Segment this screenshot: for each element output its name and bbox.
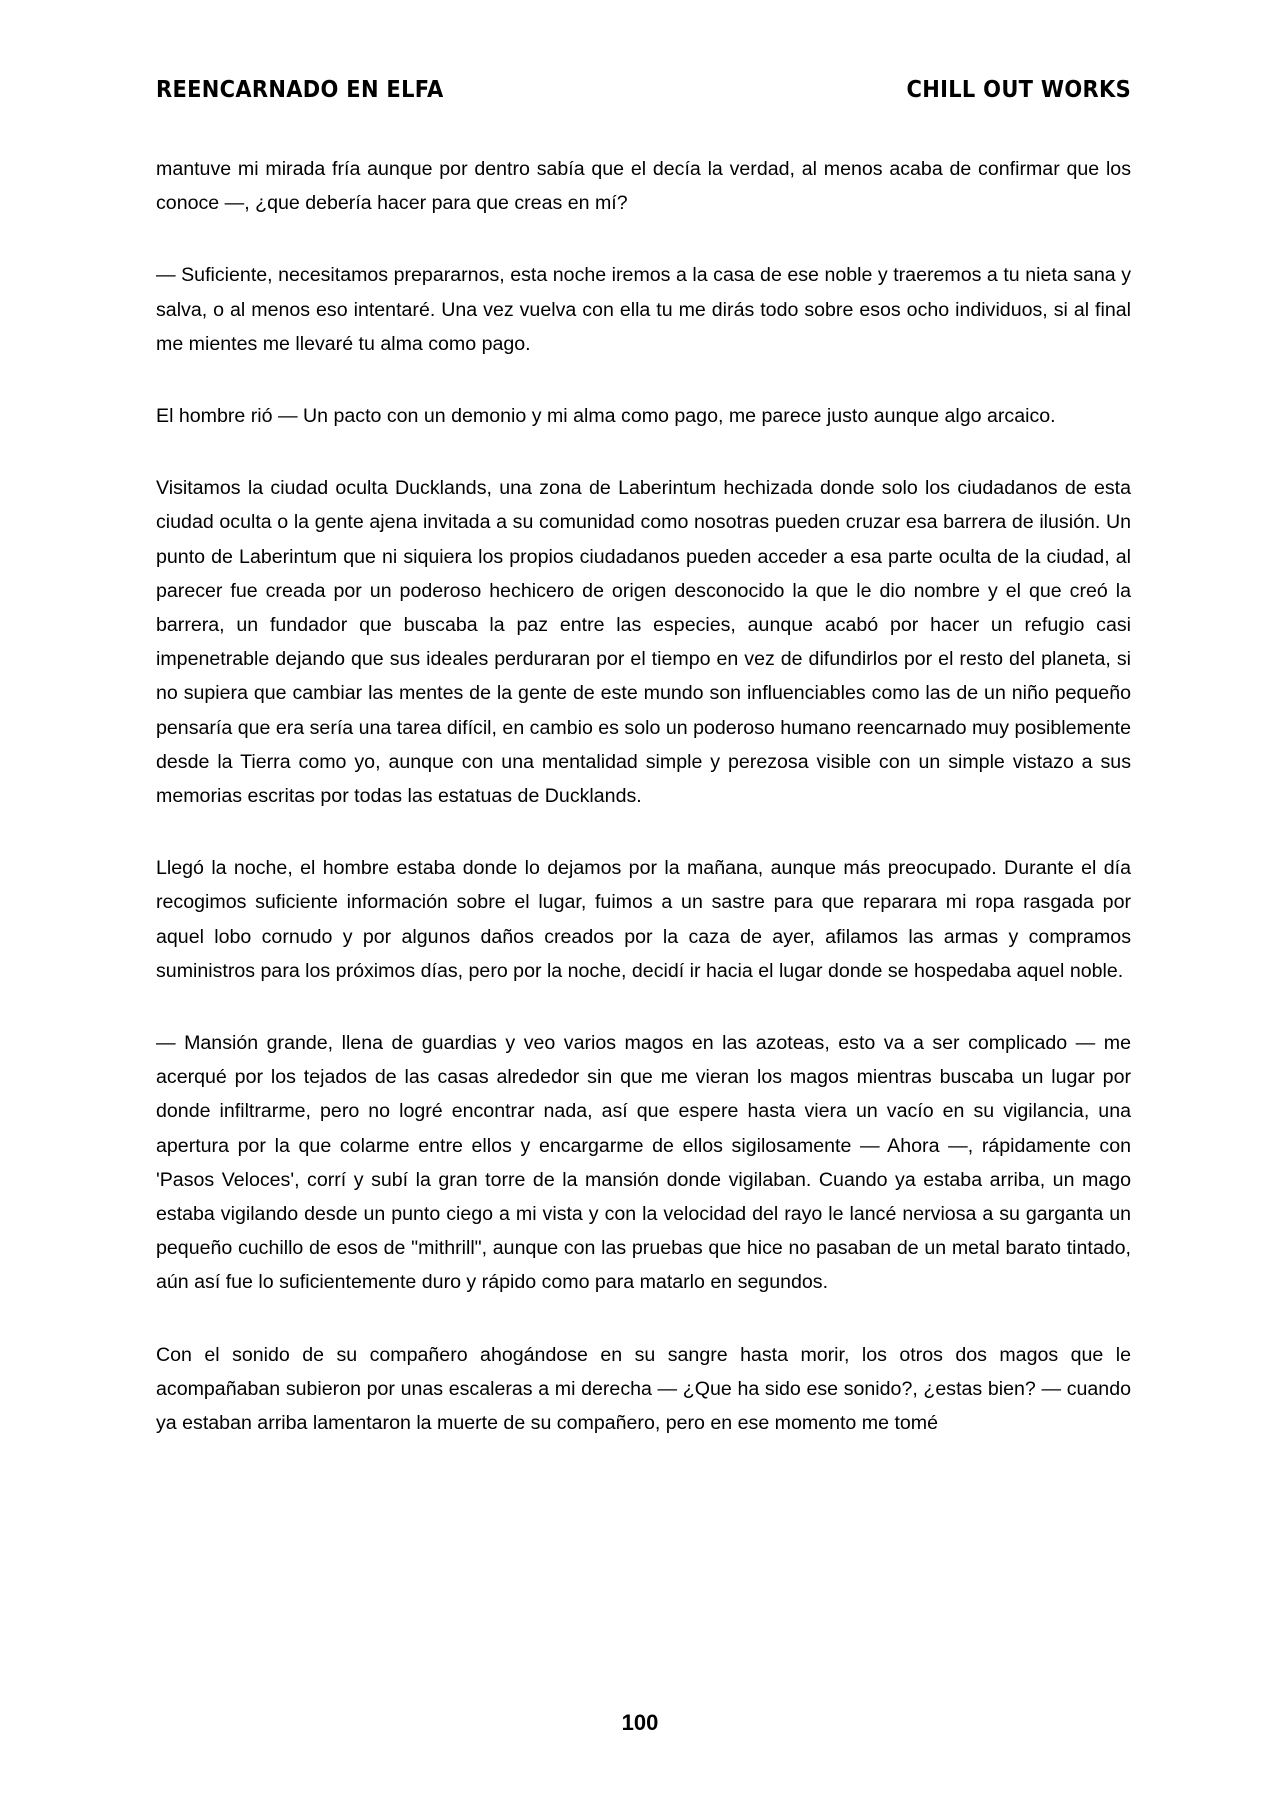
paragraph: Con el sonido de su compañero ahogándose en su sangre hasta morir, los otros dos magos que le acompañaban subieron por unas escaleras a mi derecha — ¿Que ha sido ese sonido?, ¿estas bien? — cuando ya estaban arriba lamentaron la muerte de su compañero, pero en ese momento me tomé: [156, 1343, 1131, 1435]
publisher-name: CHILL OUT WORKS: [906, 76, 1131, 103]
paragraph: El hombre rió — Un pacto con un demonio y mi alma como pago, me parece justo aunque algo arcaico.: [156, 405, 1056, 428]
book-title: REENCARNADO EN ELFA: [156, 76, 444, 103]
paragraph: — Suficiente, necesitamos prepararnos, esta noche iremos a la casa de ese noble y traeremos a tu nieta sana y salva, o al menos eso intentaré. Una vez vuelva con ella tu me dirás todo sobre esos ocho individuos, si al final me mientes me llevaré tu alma como pago.: [156, 264, 1131, 355]
running-header: [156, 76, 1131, 102]
paragraph: Llegó la noche, el hombre estaba donde lo dejamos por la mañana, aunque más preocupado. Durante el día recogimos suficiente información sobre el lugar, fuimos a un sastre para que reparara mi ropa rasgada por aquel lobo cornudo y por algunos daños creados por la caza de ayer, afilamos las armas y compramos suministros para los próximos días, pero por la noche, decidí ir hacia el lugar donde se hospedaba aquel noble.: [156, 857, 1131, 982]
body-text: [156, 152, 1131, 1440]
page-number: 100: [621, 1710, 659, 1735]
paragraph: mantuve mi mirada fría aunque por dentro sabía que el decía la verdad, al menos acaba de confirmar que los conoce —, ¿que debería hacer para que creas en mí?: [156, 158, 1131, 215]
paragraph: — Mansión grande, llena de guardias y veo varios magos en las azoteas, esto va a ser complicado — me acerqué por los tejados de las casas alrededor sin que me vieran los magos mientras buscaba un lugar por donde infiltrarme, pero no logré encontrar nada, así que espere hasta viera un vacío en su vigilancia, una apertura por la que colarme entre ellos y encargarme de ellos sigilosamente — Ahora —, rápidamente con 'Pasos Veloces', corrí y subí la gran torre de la mansión donde vigilaban. Cuando ya estaba arriba, un mago estaba vigilando desde un punto ciego a mi vista y con la velocidad del rayo le lancé nerviosa a su garganta un pequeño cuchillo de esos de "mithrill", aunque con las pruebas que hice no pasaban de un metal barato tintado, aún así fue lo suficientemente duro y rápido como para matarlo en segundos.: [156, 1032, 1131, 1294]
paragraph: Visitamos la ciudad oculta Ducklands, una zona de Laberintum hechizada donde solo los ciudadanos de esta ciudad oculta o la gente ajena invitada a su comunidad como nosotras pueden cruzar esa barrera de ilusión. Un punto de Laberintum que ni siquiera los propios ciudadanos pueden acceder a esa parte oculta de la ciudad, al parecer fue creada por un poderoso hechicero de origen desconocido la que le dio nombre y el que creó la barrera, un fundador que buscaba la paz entre las especies, aunque acabó por hacer un refugio casi impenetrable dejando que sus ideales perduraran por el tiempo en vez de difundirlos por el resto del planeta, si no supiera que cambiar las mentes de la gente de este mundo son influenciables como las de un niño pequeño pensaría que era sería una tarea difícil, en cambio es solo un poderoso humano reencarnado muy posiblemente desde la Tierra como yo, aunque con una mentalidad simple y perezosa visible con un simple vistazo a sus memorias escritas por todas las estatuas de Ducklands.: [156, 477, 1131, 808]
